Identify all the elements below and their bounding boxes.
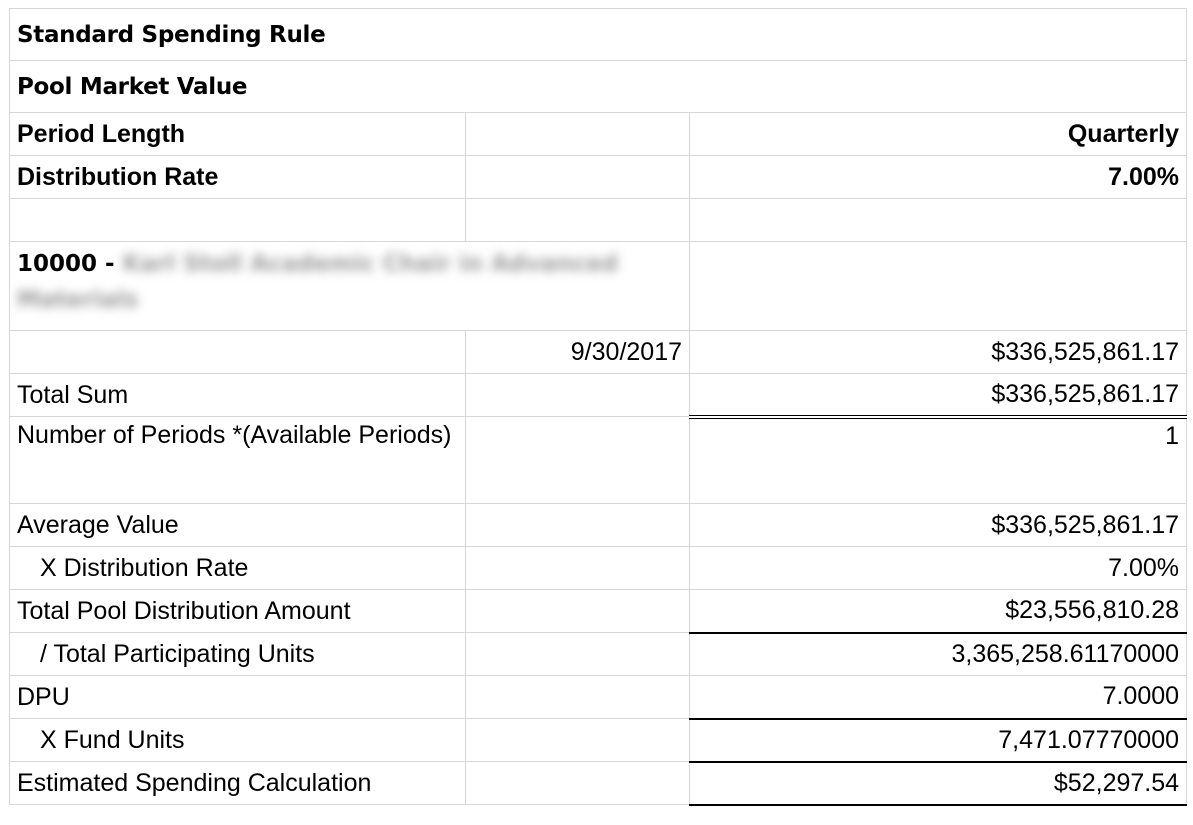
empty-cell — [690, 242, 1187, 331]
blank-row — [10, 199, 1187, 242]
total-sum-label: Total Sum — [10, 374, 466, 417]
average-value: $336,525,861.17 — [690, 504, 1187, 547]
fund-row — [10, 242, 1187, 331]
period-date: 9/30/2017 — [466, 331, 690, 374]
fund-id: 10000 - — [17, 251, 115, 277]
x-rate-row — [10, 547, 1187, 590]
num-periods-row — [10, 417, 1187, 504]
empty-cell — [466, 417, 690, 504]
period-length-value: Quarterly — [690, 113, 1187, 156]
total-sum-value: $336,525,861.17 — [690, 374, 1187, 417]
pool-dist-label: Total Pool Distribution Amount — [10, 590, 466, 633]
empty-cell — [466, 374, 690, 417]
pool-market-value-label: Pool Market Value — [10, 61, 1187, 113]
period-length-row — [10, 113, 1187, 156]
rule-title: Standard Spending Rule — [10, 9, 1187, 61]
empty-cell — [466, 762, 690, 805]
empty-cell — [466, 590, 690, 633]
distribution-rate-value: 7.00% — [690, 156, 1187, 199]
x-rate-value: 7.00% — [690, 547, 1187, 590]
empty-cell — [10, 199, 466, 242]
empty-cell — [466, 676, 690, 719]
num-periods-value: 1 — [690, 417, 1187, 504]
period-value: $336,525,861.17 — [690, 331, 1187, 374]
dpu-label: DPU — [10, 676, 466, 719]
estimate-label: Estimated Spending Calculation — [10, 762, 466, 805]
pool-label-row — [10, 61, 1187, 113]
distribution-rate-label: Distribution Rate — [10, 156, 466, 199]
fund-name-redacted-line2: Materials — [17, 287, 139, 313]
dpu-value: 7.0000 — [690, 676, 1187, 719]
spending-calculation-table — [9, 8, 1187, 806]
period-row — [10, 331, 1187, 374]
units-row — [10, 633, 1187, 676]
distribution-rate-row — [10, 156, 1187, 199]
estimate-value: $52,297.54 — [690, 762, 1187, 805]
total-sum-row — [10, 374, 1187, 417]
pool-dist-value: $23,556,810.28 — [690, 590, 1187, 633]
units-label: / Total Participating Units — [10, 633, 466, 676]
average-label: Average Value — [10, 504, 466, 547]
x-rate-label: X Distribution Rate — [10, 547, 466, 590]
empty-cell — [466, 113, 690, 156]
empty-cell — [466, 504, 690, 547]
empty-cell — [690, 199, 1187, 242]
pool-dist-row — [10, 590, 1187, 633]
estimate-row — [10, 762, 1187, 805]
empty-cell — [466, 633, 690, 676]
average-row — [10, 504, 1187, 547]
fund-units-label: X Fund Units — [10, 719, 466, 762]
empty-cell — [466, 719, 690, 762]
empty-cell — [10, 331, 466, 374]
empty-cell — [466, 547, 690, 590]
fund-name-redacted: Karl Stoll Academic Chair in Advanced — [122, 251, 618, 277]
units-value: 3,365,258.61170000 — [690, 633, 1187, 676]
rule-title-row — [10, 9, 1187, 61]
dpu-row — [10, 676, 1187, 719]
num-periods-label: Number of Periods *(Available Periods) — [10, 417, 466, 504]
empty-cell — [466, 156, 690, 199]
period-length-label: Period Length — [10, 113, 466, 156]
fund-name-cell — [10, 242, 690, 331]
empty-cell — [466, 199, 690, 242]
fund-units-row — [10, 719, 1187, 762]
fund-units-value: 7,471.07770000 — [690, 719, 1187, 762]
